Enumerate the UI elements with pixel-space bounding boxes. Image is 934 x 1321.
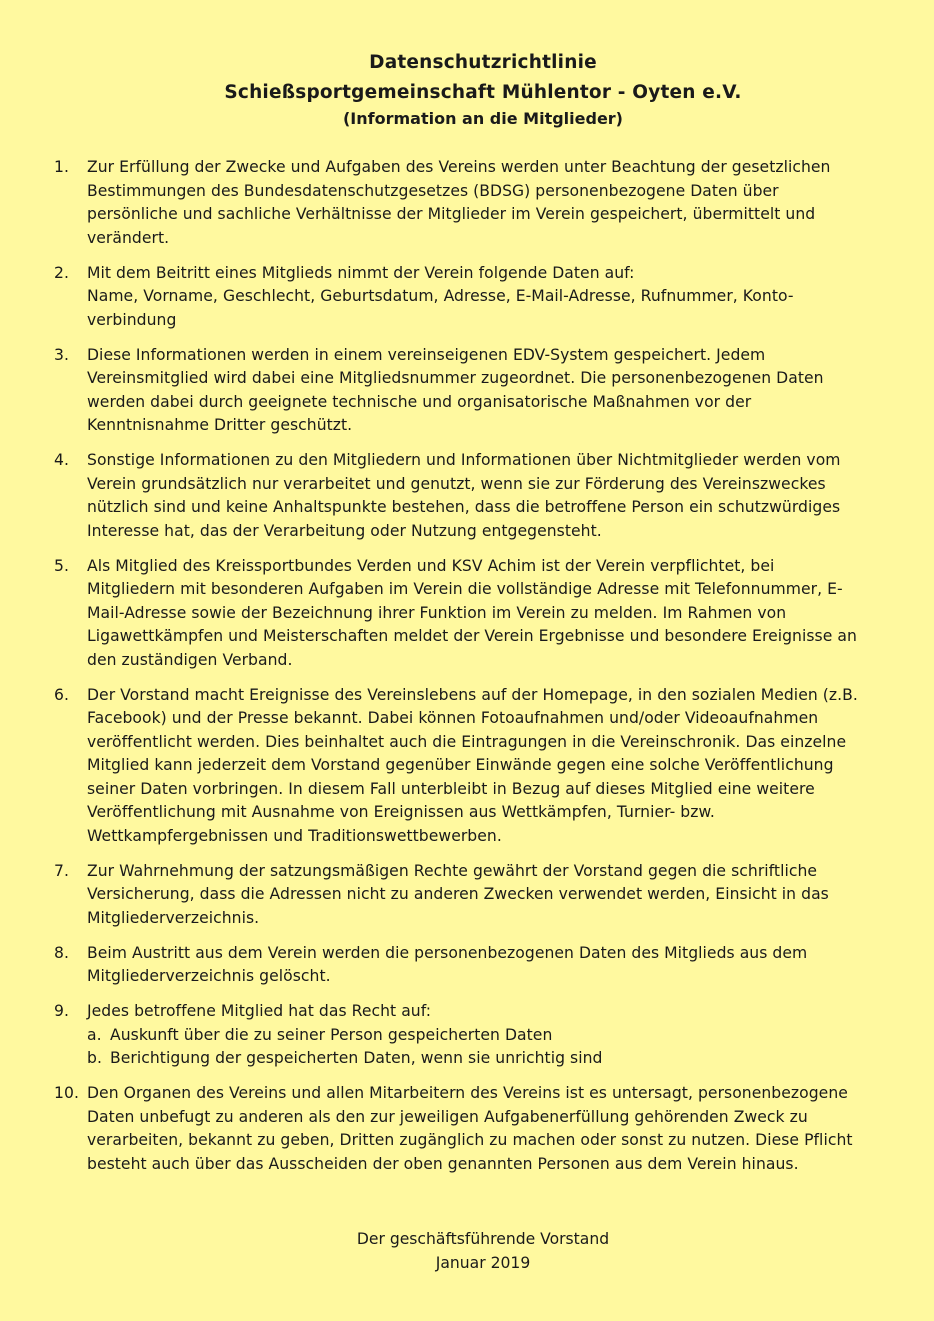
sub-list-letter: a. xyxy=(87,1025,102,1044)
sub-list-text: Auskunft über die zu seiner Person gespeicherten Daten xyxy=(110,1025,553,1044)
list-item-text: Den Organen des Vereins und allen Mitarbeitern des Vereins ist es untersagt, personenbezogene Daten unbefugt zu anderen als den zur jeweiligen Aufgabenerfüllung gehörenden Zweck zu verarbeiten, bekannt zu geben, Dritten zugänglich zu machen oder sonst zu nutzen. Diese Pflicht besteht auch über das Ausscheiden der oben genannten Personen aus dem Verein hinaus. xyxy=(87,1084,853,1173)
document-footer xyxy=(0,1227,934,1275)
list-item xyxy=(54,156,864,250)
list-item-text: Der Vorstand macht Ereignisse des Vereinslebens auf der Homepage, in den sozialen Medien (z.B. Facebook) und der Presse bekannt. Dabei können Fotoaufnahmen und/oder Videoaufnahmen veröffentlicht werden. Dies beinhaltet auch die Eintragungen in die Vereinschronik. Das einzelne Mitglied kann jederzeit dem Vorstand gegenüber Einwände gegen eine solche Veröffentlichung seiner Daten vorbringen. In diesem Fall unterbleibt in Bezug auf dieses Mitglied eine weitere Veröffentlichung mit Ausnahme von Ereignissen aus Wettkämpfen, Turnier- bzw. Wettkampfergebnissen und Traditionswettbewerben. xyxy=(87,685,858,845)
list-item-number: 4. xyxy=(54,451,69,469)
sub-list-item xyxy=(87,1047,864,1071)
list-item xyxy=(54,344,864,438)
date-line: Januar 2019 xyxy=(435,1254,531,1272)
list-item-number: 6. xyxy=(54,685,69,704)
list-item-text: Zur Erfüllung der Zwecke und Aufgaben des Vereins werden unter Beachtung der gesetzlichen Bestimmungen des Bundesdatenschutzgesetzes (BDSG) personenbezogene Daten über persönliche und sachliche Verhältnisse der Mitglieder im Verein gespeichert, übermittelt und verändert. xyxy=(87,158,831,247)
list-item xyxy=(54,1000,864,1071)
document-header xyxy=(0,48,934,130)
list-item-number: 10. xyxy=(54,1084,79,1102)
list-item-text: Jedes betroffene Mitglied hat das Recht auf: xyxy=(87,1002,432,1020)
list-item-text: Sonstige Informationen zu den Mitgliedern und Informationen über Nichtmitglieder werden vom Verein grundsätzlich nur verarbeitet und genutzt, wenn sie zur Förderung des Vereinszweckes nützlich sind und keine Anhaltspunkte bestehen, dass die betroffene Person ein schutzwürdiges Interesse hat, das der Verarbeitung oder Nutzung entgegensteht. xyxy=(87,451,841,540)
document-subtitle: (Information an die Mitglieder) xyxy=(342,109,623,128)
list-item-number: 7. xyxy=(54,861,69,880)
list-item-text: Mit dem Beitritt eines Mitglieds nimmt der Verein folgende Daten auf: xyxy=(87,263,635,282)
sub-list-text: Berichtigung der gespeicherten Daten, wenn sie unrichtig sind xyxy=(110,1049,603,1067)
list-item-text: Beim Austritt aus dem Verein werden die personenbezogenen Daten des Mitglieds aus dem Mitgliederverzeichnis gelöscht. xyxy=(87,943,808,985)
document-title: Datenschutzrichtlinie xyxy=(369,52,597,73)
list-item-text: Als Mitglied des Kreissportbundes Verden und KSV Achim ist der Verein verpflichtet, bei Mitgliedern mit besonderen Aufgaben im Verein die vollständige Adresse mit Telefonnummer, E-Mail-Adresse sowie der Bezeichnung ihrer Funktion im Verein zu melden. Im Rahmen von Ligawettkämpfen und Meisterschaften meldet der Verein Ergebnisse und besondere Ereignisse an den zuständigen Verband. xyxy=(87,556,857,669)
sub-list xyxy=(87,1024,864,1071)
list-item xyxy=(54,555,864,673)
list-item xyxy=(54,860,864,931)
list-item-number: 9. xyxy=(54,1002,69,1020)
list-item xyxy=(54,1082,864,1176)
list-item-text: Name, Vorname, Geschlecht, Geburtsdatum, Adresse, E-Mail-Adresse, Rufnummer, Konto-verbindung xyxy=(87,287,794,329)
list-item-number: 3. xyxy=(54,345,69,364)
list-item-text: Zur Wahrnehmung der satzungsmäßigen Rechte gewährt der Vorstand gegen die schriftliche Versicherung, dass die Adressen nicht zu anderen Zwecken verwendet werden, Einsicht in das Mitgliederverzeichnis. xyxy=(87,861,829,927)
list-item xyxy=(54,262,864,333)
list-item-number: 8. xyxy=(54,943,69,962)
list-item-number: 1. xyxy=(54,158,69,176)
organization-name: Schießsportgemeinschaft Mühlentor - Oyten e.V. xyxy=(224,82,742,103)
sub-list-item xyxy=(87,1024,864,1048)
list-item xyxy=(54,449,864,543)
sub-list-letter: b. xyxy=(87,1049,102,1067)
list-item xyxy=(54,684,864,849)
list-item-number: 5. xyxy=(54,556,69,575)
numbered-list xyxy=(54,156,864,1188)
list-item-number: 2. xyxy=(54,263,69,282)
list-item xyxy=(54,942,864,989)
signature-line: Der geschäftsführende Vorstand xyxy=(356,1230,610,1248)
list-item-text: Diese Informationen werden in einem vereinseigenen EDV-System gespeichert. Jedem Vereinsmitglied wird dabei eine Mitgliedsnummer zugeordnet. Die personenbezogenen Daten werden dabei durch geeignete technische und organisatorische Maßnahmen vor der Kenntnisnahme Dritter geschützt. xyxy=(87,345,824,434)
